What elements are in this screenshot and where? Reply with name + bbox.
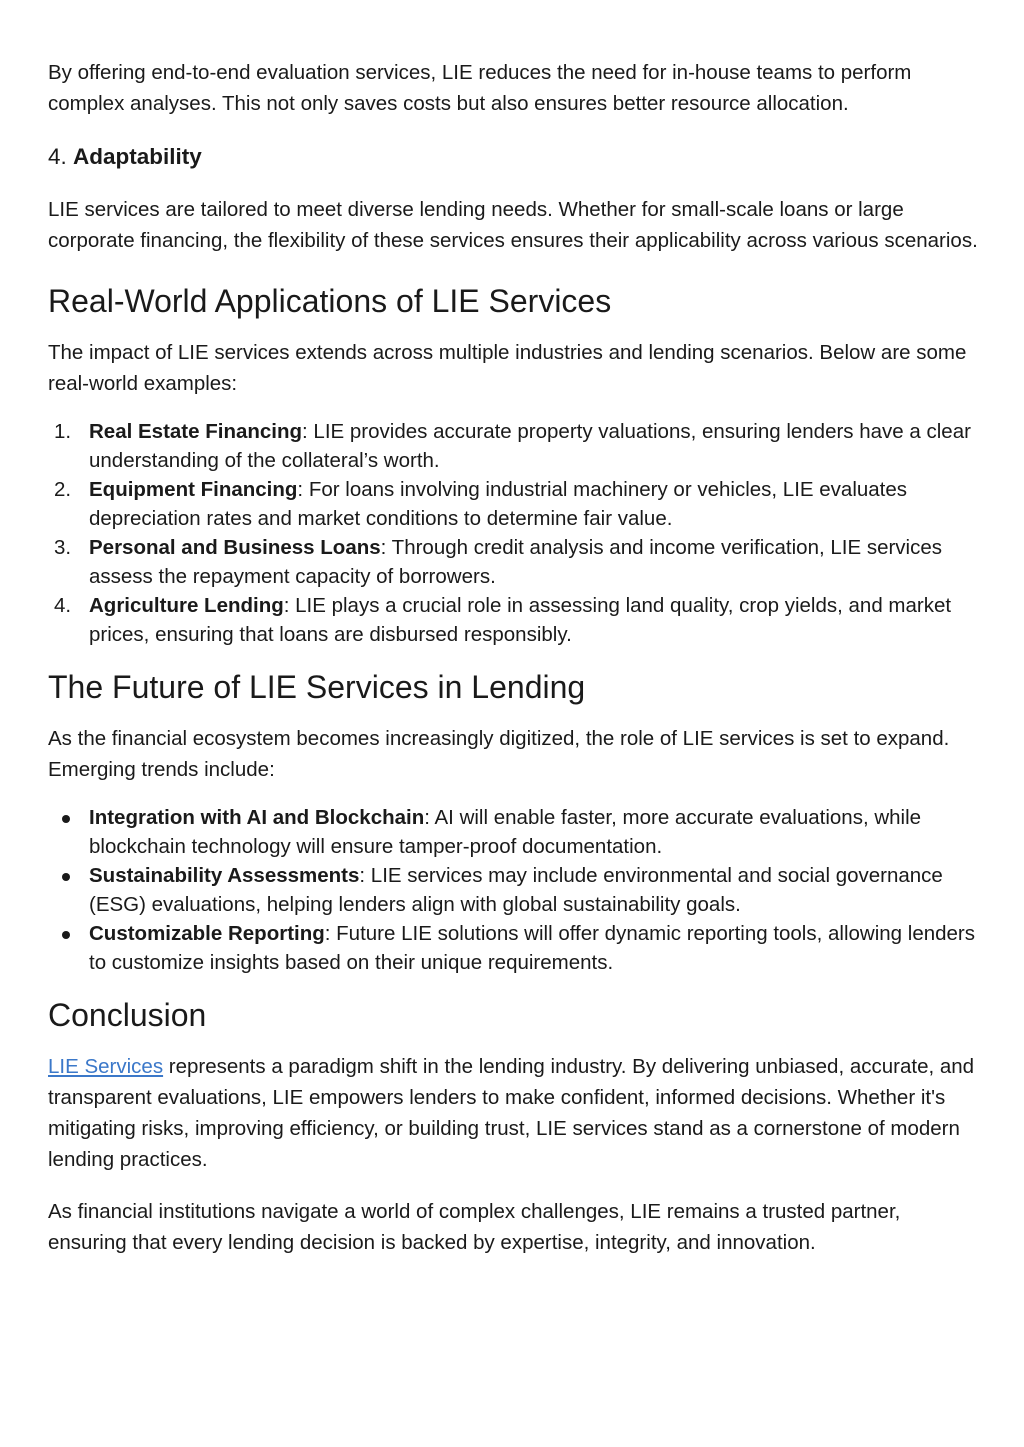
list-item	[48, 861, 980, 919]
bullet-icon	[62, 815, 70, 823]
list-item	[48, 591, 980, 649]
list-item-term: Sustainability Assessments	[89, 864, 360, 887]
list-item-text: : LIE provides accurate property valuations, ensuring lenders have a clear understanding of the collateral’s worth.	[89, 420, 971, 472]
bullet-icon	[62, 931, 70, 939]
list-item-text: : LIE services may include environmental and social governance (ESG) evaluations, helping lenders align with global sustainability goals.	[89, 864, 943, 916]
list-item-text: : LIE plays a crucial role in assessing land quality, crop yields, and market prices, ensuring that loans are disbursed responsibly.	[89, 594, 952, 646]
future-intro: As the financial ecosystem becomes increasingly digitized, the role of LIE services is set to expand. Emerging trends include:	[48, 727, 950, 781]
conclusion-paragraph	[48, 1051, 980, 1175]
applications-list	[48, 417, 980, 649]
list-number: 4.	[54, 594, 72, 617]
list-item	[48, 919, 980, 977]
applications-heading: Real-World Applications of LIE Services	[48, 283, 612, 319]
list-item	[48, 533, 980, 591]
list-item-text: : Future LIE solutions will offer dynamic reporting tools, allowing lenders to customize insights based on their unique requirements.	[89, 922, 976, 974]
list-item	[48, 417, 980, 475]
future-heading: The Future of LIE Services in Lending	[48, 669, 586, 705]
list-item	[48, 475, 980, 533]
future-trends-list	[48, 803, 980, 977]
closing-paragraph: As financial institutions navigate a world of complex challenges, LIE remains a trusted partner, ensuring that every lending decision is backed by expertise, integrity, and innovation.	[48, 1200, 901, 1254]
list-item-term: Real Estate Financing	[89, 420, 303, 443]
list-item-term: Equipment Financing	[89, 478, 298, 501]
list-item-term: Integration with AI and Blockchain	[89, 806, 425, 829]
lie-services-link[interactable]: LIE Services	[48, 1055, 164, 1078]
list-item-text: : AI will enable faster, more accurate evaluations, while blockchain technology will ensure tamper-proof documentation.	[89, 806, 922, 858]
applications-intro: The impact of LIE services extends across multiple industries and lending scenarios. Below are some real-world examples:	[48, 341, 967, 395]
list-item	[48, 803, 980, 861]
conclusion-paragraph-text: represents a paradigm shift in the lending industry. By delivering unbiased, accurate, and transparent evaluations, LIE empowers lenders to make confident, informed decisions. Whether it's mitigating risks, improving efficiency, or building trust, LIE services stand as a cornerstone of modern lending practices.	[48, 1055, 975, 1171]
conclusion-heading: Conclusion	[48, 997, 207, 1033]
list-item-term: Customizable Reporting	[89, 922, 325, 945]
document-page	[48, 57, 980, 1258]
bullet-icon	[62, 873, 70, 881]
adaptability-heading	[48, 142, 980, 172]
adaptability-paragraph: LIE services are tailored to meet diverse lending needs. Whether for small-scale loans or large corporate financing, the flexibility of these services ensures their applicability across various scenarios.	[48, 198, 978, 252]
adaptability-title: Adaptability	[73, 144, 202, 169]
list-item-text: : For loans involving industrial machinery or vehicles, LIE evaluates depreciation rates and market conditions to determine fair value.	[89, 478, 908, 530]
list-number: 2.	[54, 478, 72, 501]
efficiency-paragraph: By offering end-to-end evaluation services, LIE reduces the need for in-house teams to perform complex analyses. This not only saves costs but also ensures better resource allocation.	[48, 61, 912, 115]
list-item-term: Agriculture Lending	[89, 594, 284, 617]
list-number: 1.	[54, 420, 72, 443]
list-number: 3.	[54, 536, 72, 559]
list-item-term: Personal and Business Loans	[89, 536, 381, 559]
adaptability-number: 4.	[48, 144, 67, 169]
list-item-text: : Through credit analysis and income verification, LIE services assess the repayment capacity of borrowers.	[89, 536, 943, 588]
